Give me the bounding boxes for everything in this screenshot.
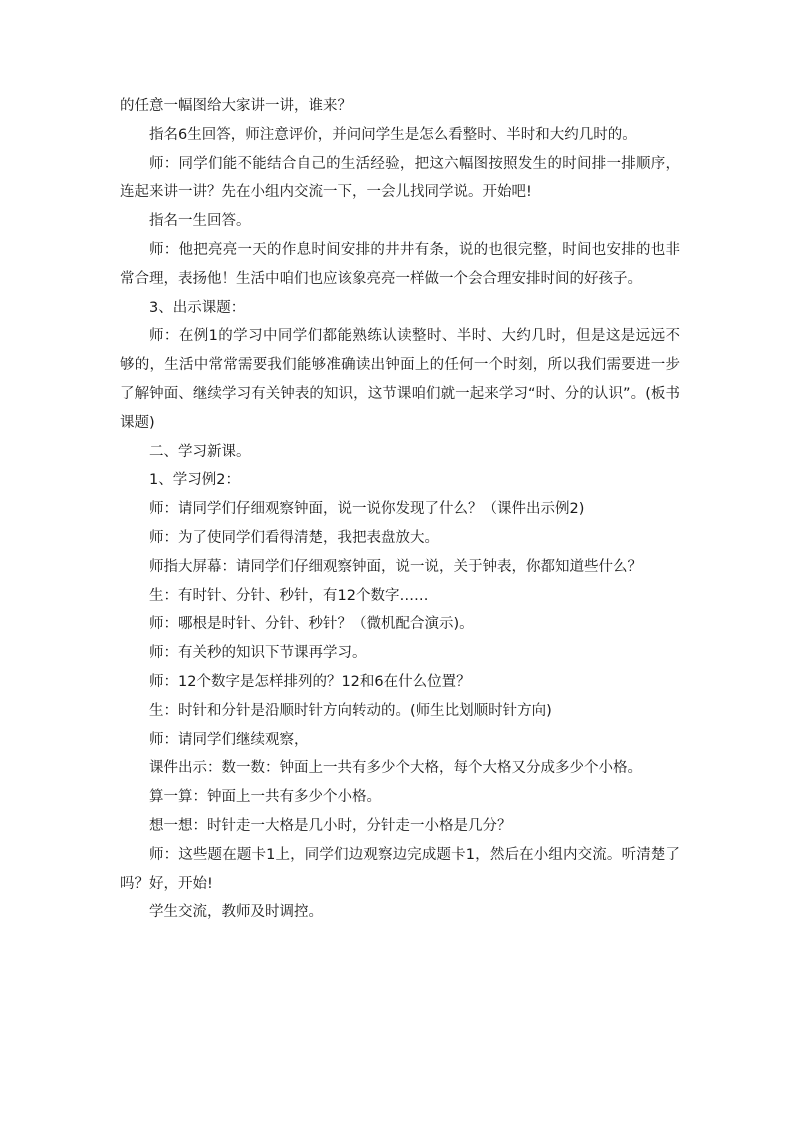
paragraph: 师：这些题在题卡1上，同学们边观察边完成题卡1，然后在小组内交流。听清楚了吗？好，开始! [120, 846, 680, 892]
paragraph: 师：12个数字是怎样排列的？12和6在什么位置？ [149, 673, 471, 690]
paragraph: 师：为了使同学们看得清楚，我把表盘放大。 [149, 529, 439, 546]
paragraph: 师：哪根是时针、分针、秒针？（微机配合演示)。 [149, 616, 474, 633]
paragraph: 师：在例1的学习中同学们都能熟练认读整时、半时、大约几时，但是这是远远不够的，生活中常常需要我们能够准确读出钟面上的任何一个时刻，所以我们需要进一步了解钟面、继续学习有关钟表的知识，这节课咱们就一起来学习“时、分的认识”。(板书课题) [120, 328, 680, 431]
paragraph: 指名6生回答，师注意评价，并问问学生是怎么看整时、半时和大约几时的。 [149, 126, 637, 143]
lesson-text [120, 92, 680, 927]
paragraph: 师：请同学们继续观察， [149, 731, 309, 748]
paragraph: 的任意一幅图给大家讲一讲，谁来？ [120, 98, 352, 114]
paragraph: 师：他把亮亮一天的作息时间安排的井井有条，说的也很完整，时间也安排的也非常合理，表扬他！生活中咱们也应该象亮亮一样做一个会合理安排时间的好孩子。 [120, 241, 680, 287]
paragraph: 师：有关秒的知识下节课再学习。 [149, 645, 367, 662]
paragraph: 生：有时针、分针、秒针，有12个数字…… [149, 587, 429, 604]
paragraph: 想一想：时针走一大格是几小时，分针走一小格是几分？ [149, 817, 512, 834]
paragraph: 生：时针和分针是沿顺时针方向转动的。(师生比划顺时针方向) [149, 702, 552, 719]
section-heading: 3、出示课题： [149, 299, 246, 316]
paragraph: 学生交流，教师及时调控。 [149, 904, 323, 921]
paragraph: 算一算：钟面上一共有多少个小格。 [149, 789, 381, 806]
section-heading: 二、学习新课。 [149, 443, 251, 460]
section-heading: 1、学习例2： [149, 472, 240, 489]
paragraph: 师指大屏幕：请同学们仔细观察钟面，说一说，关于钟表，你都知道些什么？ [149, 558, 642, 575]
paragraph: 师：请同学们仔细观察钟面，说一说你发现了什么？（课件出示例2) [149, 501, 585, 518]
paragraph: 师：同学们能不能结合自己的生活经验，把这六幅图按照发生的时间排一排顺序，连起来讲一讲？先在小组内交流一下，一会儿找同学说。开始吧! [120, 155, 680, 201]
paragraph: 课件出示：数一数：钟面上一共有多少个大格，每个大格又分成多少个小格。 [149, 760, 642, 777]
paragraph: 指名一生回答。 [149, 213, 251, 230]
